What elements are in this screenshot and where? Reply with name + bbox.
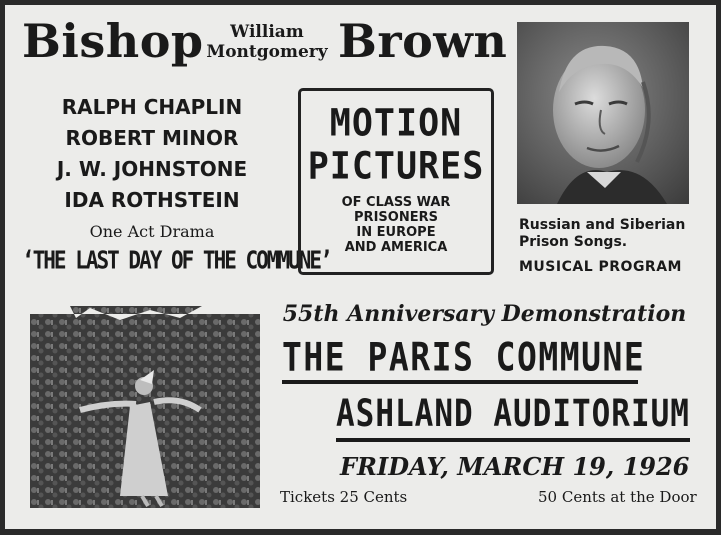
title-underline [282, 380, 638, 384]
motion-pictures-title [301, 102, 491, 188]
motion-pictures-line: PICTURES [307, 145, 485, 189]
performer-name: ROBERT MINOR [65, 126, 239, 150]
drama-label: One Act Drama [89, 222, 215, 241]
dancer-photo [30, 306, 260, 508]
portrait-photo [517, 22, 689, 204]
subtitle-line: PRISONERS [354, 210, 438, 225]
subtitle-line: OF CLASS WAR [341, 195, 451, 210]
prison-songs-text [519, 217, 685, 251]
event-date: FRIDAY, MARCH 19, 1926 [340, 452, 690, 481]
songs-line: Prison Songs. [519, 234, 628, 250]
speaker-montgomery: Montgomery [206, 42, 328, 62]
anniversary-line: 55th Anniversary Demonstration [282, 301, 687, 327]
speaker-william: William [230, 22, 304, 42]
motion-pictures-subtitle [301, 195, 491, 255]
ticket-price: Tickets 25 Cents [280, 488, 408, 506]
songs-line: Russian and Siberian [519, 217, 686, 233]
door-price: 50 Cents at the Door [538, 488, 697, 506]
subtitle-line: AND AMERICA [344, 240, 448, 255]
dancer-illustration [30, 306, 260, 508]
motion-pictures-box [298, 88, 494, 275]
speaker-brown: Brown [338, 14, 508, 68]
speaker-first-names [206, 22, 328, 62]
venue-name: ASHLAND AUDITORIUM [336, 392, 690, 436]
performer-name: RALPH CHAPLIN [61, 95, 243, 119]
performer-list [30, 92, 274, 216]
event-title: THE PARIS COMMUNE [282, 333, 646, 381]
venue-underline [336, 438, 690, 442]
drama-title: ‘THE LAST DAY OF THE COMMUNE’ [22, 245, 331, 275]
musical-program: MUSICAL PROGRAM [519, 259, 682, 275]
performer-name: J. W. JOHNSTONE [56, 157, 248, 181]
motion-pictures-line: MOTION [329, 101, 463, 145]
subtitle-line: IN EUROPE [356, 225, 436, 240]
performer-name: IDA ROTHSTEIN [64, 188, 240, 212]
portrait-illustration [517, 22, 689, 204]
speaker-bishop: Bishop [22, 14, 204, 68]
